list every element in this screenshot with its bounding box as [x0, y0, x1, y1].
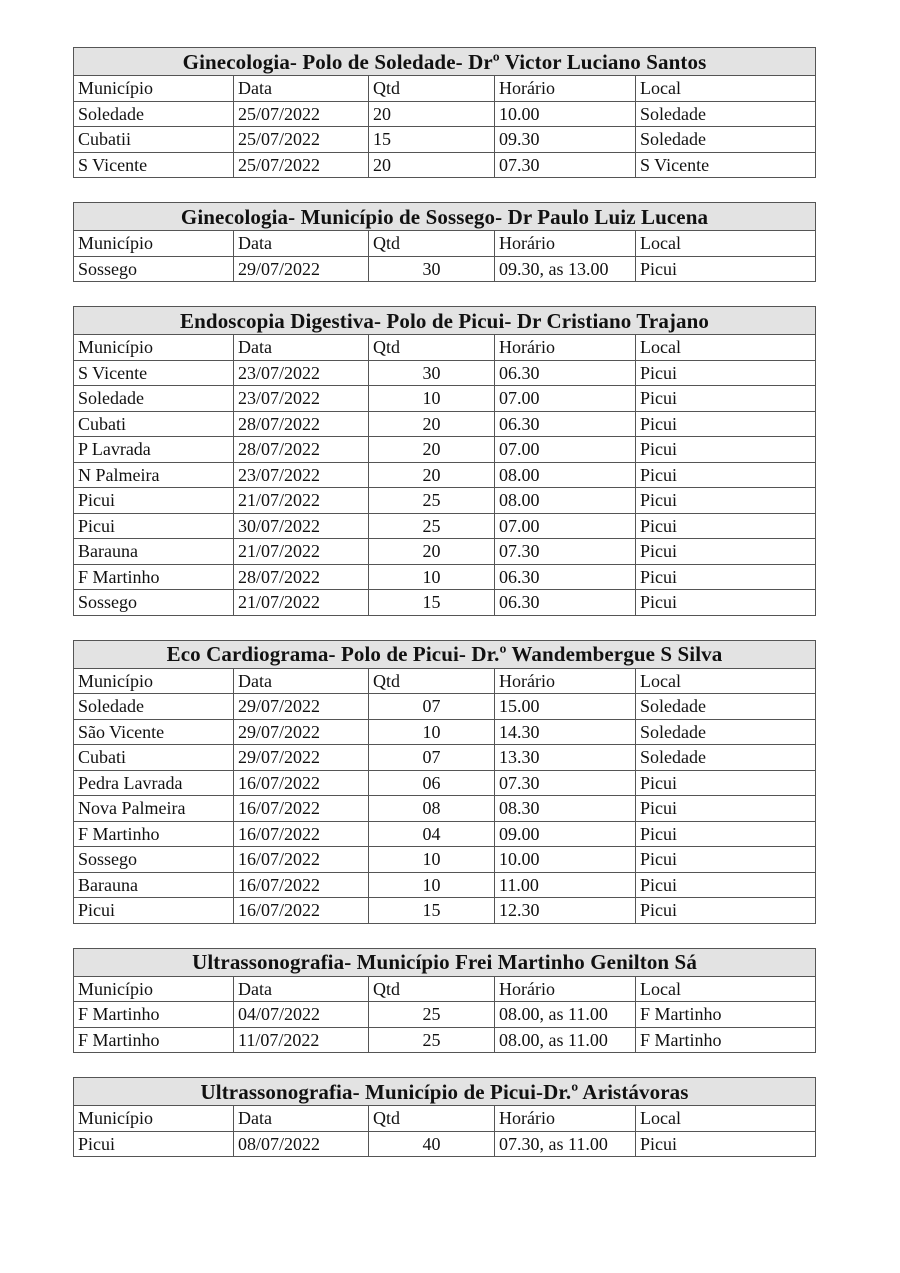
cell-local: Picui — [636, 1131, 816, 1157]
header-row — [74, 335, 816, 361]
cell-horario: 10.00 — [495, 101, 636, 127]
cell-local: Picui — [636, 360, 816, 386]
cell-municipio: Cubatii — [74, 127, 234, 153]
cell-horario: 06.30 — [495, 590, 636, 616]
column-header-data: Data — [234, 335, 369, 361]
table-title: Ginecologia- Polo de Soledade- Drº Victor Luciano Santos — [74, 48, 816, 76]
schedule-table-ginecologia-sossego — [73, 202, 816, 282]
table-row — [74, 872, 816, 898]
cell-qtd: 30 — [369, 360, 495, 386]
column-header-horario: Horário — [495, 231, 636, 257]
column-header-municipio: Município — [74, 335, 234, 361]
cell-local: S Vicente — [636, 152, 816, 178]
cell-municipio: Cubati — [74, 411, 234, 437]
cell-horario: 08.00 — [495, 488, 636, 514]
cell-horario: 13.30 — [495, 745, 636, 771]
cell-municipio: S Vicente — [74, 360, 234, 386]
cell-data: 25/07/2022 — [234, 127, 369, 153]
cell-local: Soledade — [636, 745, 816, 771]
cell-horario: 11.00 — [495, 872, 636, 898]
cell-qtd: 04 — [369, 821, 495, 847]
cell-qtd: 40 — [369, 1131, 495, 1157]
cell-horario: 10.00 — [495, 847, 636, 873]
table-row — [74, 101, 816, 127]
cell-municipio: F Martinho — [74, 564, 234, 590]
cell-qtd: 30 — [369, 256, 495, 282]
column-header-local: Local — [636, 668, 816, 694]
schedule-document — [73, 47, 815, 1181]
header-row — [74, 976, 816, 1002]
header-row — [74, 668, 816, 694]
column-header-horario: Horário — [495, 335, 636, 361]
cell-data: 23/07/2022 — [234, 386, 369, 412]
cell-horario: 14.30 — [495, 719, 636, 745]
column-header-local: Local — [636, 231, 816, 257]
cell-data: 08/07/2022 — [234, 1131, 369, 1157]
cell-horario: 08.00 — [495, 462, 636, 488]
cell-data: 16/07/2022 — [234, 821, 369, 847]
cell-horario: 07.00 — [495, 513, 636, 539]
cell-horario: 07.30 — [495, 152, 636, 178]
cell-data: 21/07/2022 — [234, 590, 369, 616]
schedule-table-ecocardiograma-picui — [73, 640, 816, 924]
cell-municipio: São Vicente — [74, 719, 234, 745]
column-header-local: Local — [636, 1106, 816, 1132]
cell-municipio: Soledade — [74, 101, 234, 127]
column-header-qtd: Qtd — [369, 231, 495, 257]
cell-qtd: 10 — [369, 564, 495, 590]
cell-qtd: 10 — [369, 872, 495, 898]
cell-qtd: 10 — [369, 386, 495, 412]
column-header-data: Data — [234, 976, 369, 1002]
cell-horario: 08.00, as 11.00 — [495, 1002, 636, 1028]
table-row — [74, 590, 816, 616]
cell-data: 30/07/2022 — [234, 513, 369, 539]
cell-qtd: 25 — [369, 513, 495, 539]
schedule-table-ultrassonografia-frei-martinho — [73, 948, 816, 1054]
cell-municipio: F Martinho — [74, 1002, 234, 1028]
cell-data: 16/07/2022 — [234, 847, 369, 873]
cell-local: Picui — [636, 590, 816, 616]
table-row — [74, 127, 816, 153]
cell-local: Picui — [636, 411, 816, 437]
column-header-data: Data — [234, 668, 369, 694]
cell-data: 11/07/2022 — [234, 1027, 369, 1053]
cell-horario: 07.00 — [495, 437, 636, 463]
cell-horario: 07.30 — [495, 539, 636, 565]
header-row — [74, 231, 816, 257]
cell-local: F Martinho — [636, 1002, 816, 1028]
schedule-table-ginecologia-soledade — [73, 47, 816, 178]
column-header-local: Local — [636, 76, 816, 102]
table-title: Ultrassonografia- Município de Picui-Dr.º Aristávoras — [74, 1078, 816, 1106]
cell-local: Picui — [636, 386, 816, 412]
cell-horario: 06.30 — [495, 411, 636, 437]
table-row — [74, 462, 816, 488]
cell-qtd: 15 — [369, 590, 495, 616]
cell-local: Picui — [636, 564, 816, 590]
cell-data: 25/07/2022 — [234, 101, 369, 127]
cell-municipio: Soledade — [74, 386, 234, 412]
column-header-data: Data — [234, 76, 369, 102]
cell-qtd: 25 — [369, 1002, 495, 1028]
cell-qtd: 08 — [369, 796, 495, 822]
cell-qtd: 20 — [369, 539, 495, 565]
cell-data: 23/07/2022 — [234, 462, 369, 488]
cell-horario: 08.30 — [495, 796, 636, 822]
table-row — [74, 770, 816, 796]
table-title: Ultrassonografia- Município Frei Martinho Genilton Sá — [74, 948, 816, 976]
cell-qtd: 25 — [369, 1027, 495, 1053]
cell-data: 21/07/2022 — [234, 539, 369, 565]
cell-municipio: Picui — [74, 513, 234, 539]
cell-data: 04/07/2022 — [234, 1002, 369, 1028]
cell-local: Picui — [636, 539, 816, 565]
table-row — [74, 513, 816, 539]
cell-data: 28/07/2022 — [234, 411, 369, 437]
cell-qtd: 10 — [369, 847, 495, 873]
cell-data: 29/07/2022 — [234, 694, 369, 720]
cell-qtd: 20 — [369, 101, 495, 127]
table-row — [74, 745, 816, 771]
table-row — [74, 719, 816, 745]
table-row — [74, 564, 816, 590]
cell-local: Picui — [636, 513, 816, 539]
cell-qtd: 15 — [369, 898, 495, 924]
header-row — [74, 76, 816, 102]
table-row — [74, 821, 816, 847]
cell-data: 29/07/2022 — [234, 256, 369, 282]
cell-local: Picui — [636, 898, 816, 924]
cell-local: Picui — [636, 872, 816, 898]
cell-municipio: S Vicente — [74, 152, 234, 178]
column-header-municipio: Município — [74, 668, 234, 694]
cell-qtd: 20 — [369, 152, 495, 178]
table-row — [74, 694, 816, 720]
cell-qtd: 10 — [369, 719, 495, 745]
cell-horario: 07.30 — [495, 770, 636, 796]
cell-local: Soledade — [636, 719, 816, 745]
cell-horario: 07.30, as 11.00 — [495, 1131, 636, 1157]
cell-local: Picui — [636, 437, 816, 463]
cell-local: Picui — [636, 847, 816, 873]
cell-qtd: 20 — [369, 462, 495, 488]
cell-municipio: Soledade — [74, 694, 234, 720]
cell-horario: 09.00 — [495, 821, 636, 847]
cell-municipio: Picui — [74, 898, 234, 924]
cell-municipio: Nova Palmeira — [74, 796, 234, 822]
schedule-table-endoscopia-picui — [73, 306, 816, 616]
cell-local: Picui — [636, 770, 816, 796]
cell-municipio: Pedra Lavrada — [74, 770, 234, 796]
table-title: Endoscopia Digestiva- Polo de Picui- Dr Cristiano Trajano — [74, 307, 816, 335]
cell-horario: 08.00, as 11.00 — [495, 1027, 636, 1053]
cell-municipio: Barauna — [74, 539, 234, 565]
table-row — [74, 539, 816, 565]
column-header-horario: Horário — [495, 1106, 636, 1132]
cell-horario: 06.30 — [495, 564, 636, 590]
table-row — [74, 1002, 816, 1028]
cell-local: Picui — [636, 821, 816, 847]
cell-local: Soledade — [636, 101, 816, 127]
column-header-qtd: Qtd — [369, 1106, 495, 1132]
cell-data: 25/07/2022 — [234, 152, 369, 178]
cell-data: 29/07/2022 — [234, 719, 369, 745]
column-header-local: Local — [636, 335, 816, 361]
cell-horario: 09.30, as 13.00 — [495, 256, 636, 282]
table-row — [74, 386, 816, 412]
cell-local: Picui — [636, 256, 816, 282]
cell-data: 16/07/2022 — [234, 796, 369, 822]
cell-municipio: F Martinho — [74, 1027, 234, 1053]
column-header-horario: Horário — [495, 976, 636, 1002]
cell-municipio: Sossego — [74, 847, 234, 873]
cell-local: Picui — [636, 462, 816, 488]
cell-horario: 07.00 — [495, 386, 636, 412]
column-header-horario: Horário — [495, 668, 636, 694]
header-row — [74, 1106, 816, 1132]
cell-data: 16/07/2022 — [234, 872, 369, 898]
cell-municipio: Sossego — [74, 256, 234, 282]
cell-data: 16/07/2022 — [234, 770, 369, 796]
column-header-data: Data — [234, 231, 369, 257]
cell-data: 23/07/2022 — [234, 360, 369, 386]
table-title: Eco Cardiograma- Polo de Picui- Dr.º Wandembergue S Silva — [74, 640, 816, 668]
cell-data: 21/07/2022 — [234, 488, 369, 514]
cell-qtd: 07 — [369, 745, 495, 771]
cell-local: Picui — [636, 796, 816, 822]
table-row — [74, 152, 816, 178]
table-row — [74, 437, 816, 463]
cell-qtd: 20 — [369, 437, 495, 463]
cell-local: Picui — [636, 488, 816, 514]
column-header-municipio: Município — [74, 76, 234, 102]
column-header-municipio: Município — [74, 1106, 234, 1132]
table-row — [74, 1131, 816, 1157]
column-header-qtd: Qtd — [369, 335, 495, 361]
cell-horario: 12.30 — [495, 898, 636, 924]
table-row — [74, 898, 816, 924]
cell-data: 28/07/2022 — [234, 437, 369, 463]
cell-qtd: 07 — [369, 694, 495, 720]
cell-horario: 09.30 — [495, 127, 636, 153]
cell-qtd: 25 — [369, 488, 495, 514]
table-row — [74, 847, 816, 873]
cell-municipio: Picui — [74, 1131, 234, 1157]
cell-municipio: Cubati — [74, 745, 234, 771]
cell-data: 16/07/2022 — [234, 898, 369, 924]
cell-local: Soledade — [636, 694, 816, 720]
table-row — [74, 360, 816, 386]
table-row — [74, 256, 816, 282]
cell-municipio: Picui — [74, 488, 234, 514]
cell-horario: 06.30 — [495, 360, 636, 386]
cell-municipio: P Lavrada — [74, 437, 234, 463]
column-header-horario: Horário — [495, 76, 636, 102]
column-header-data: Data — [234, 1106, 369, 1132]
column-header-qtd: Qtd — [369, 668, 495, 694]
column-header-municipio: Município — [74, 976, 234, 1002]
cell-qtd: 06 — [369, 770, 495, 796]
table-row — [74, 411, 816, 437]
cell-local: F Martinho — [636, 1027, 816, 1053]
table-row — [74, 488, 816, 514]
cell-horario: 15.00 — [495, 694, 636, 720]
cell-municipio: Barauna — [74, 872, 234, 898]
cell-municipio: N Palmeira — [74, 462, 234, 488]
cell-qtd: 15 — [369, 127, 495, 153]
cell-data: 28/07/2022 — [234, 564, 369, 590]
cell-local: Soledade — [636, 127, 816, 153]
cell-municipio: F Martinho — [74, 821, 234, 847]
column-header-qtd: Qtd — [369, 976, 495, 1002]
column-header-municipio: Município — [74, 231, 234, 257]
table-row — [74, 796, 816, 822]
schedule-table-ultrassonografia-picui — [73, 1077, 816, 1157]
table-title: Ginecologia- Município de Sossego- Dr Paulo Luiz Lucena — [74, 203, 816, 231]
cell-qtd: 20 — [369, 411, 495, 437]
column-header-local: Local — [636, 976, 816, 1002]
table-row — [74, 1027, 816, 1053]
cell-municipio: Sossego — [74, 590, 234, 616]
cell-data: 29/07/2022 — [234, 745, 369, 771]
column-header-qtd: Qtd — [369, 76, 495, 102]
